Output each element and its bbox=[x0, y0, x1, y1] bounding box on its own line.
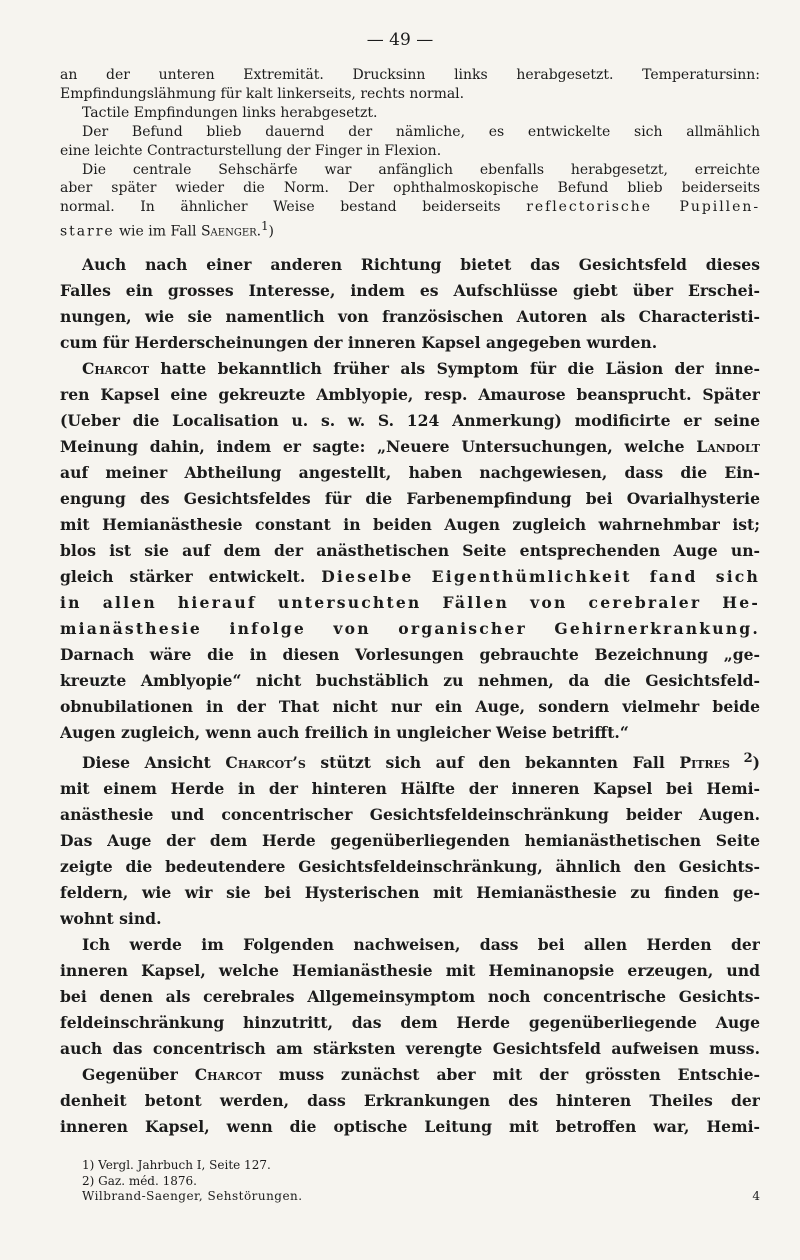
text-line: Ich werde im Folgenden nachweisen, dass bei allen Herden der bbox=[82, 935, 760, 955]
text-line: zeigte die bedeutendere Gesichtsfeldeinschränkung, ähnlich den Gesichts- bbox=[60, 857, 760, 877]
text-line: gleich stärker entwickelt. Dieselbe Eigenthümlichkeit fand sich bbox=[60, 567, 760, 586]
text-line: blos ist sie auf dem der anästhetischen Seite entsprechenden Auge un- bbox=[60, 541, 760, 560]
main-text bbox=[60, 252, 760, 1140]
text-line: auf meiner Abtheilung angestellt, haben nachgewiesen, dass die Ein- bbox=[60, 463, 760, 482]
text-line: mianästhesie infolge von organischer Gehirnerkrankung. bbox=[60, 619, 760, 638]
text-line: Die centrale Sehschärfe war anfänglich ebenfalls herabgesetzt, erreichte bbox=[82, 161, 760, 178]
text-line: normal. In ähnlicher Weise bestand beiderseits reflectorische Pupillen- bbox=[60, 199, 760, 216]
footnotes bbox=[60, 1158, 760, 1205]
text-line: feldern, wie wir sie bei Hysterischen mit Hemianästhesie zu finden ge- bbox=[60, 883, 760, 903]
text-line: wohnt sind. bbox=[60, 909, 162, 929]
author-name: Landolt bbox=[696, 437, 760, 456]
text-line: an der unteren Extremität. Drucksinn links herabgesetzt. Temperatursinn: bbox=[60, 67, 760, 83]
text-line: starre wie im Fall Saenger.$^1$) bbox=[60, 219, 274, 240]
text-line: (Ueber die Localisation u. s. w. S. 124 Anmerkung) modificirte er seine bbox=[60, 411, 760, 430]
text-line: Augen zugleich, wenn auch freilich in ungleicher Weise betrifft.“ bbox=[60, 723, 629, 742]
page-number: — 49 — bbox=[366, 30, 434, 50]
spaced-emphasis: starre bbox=[60, 223, 115, 240]
footnote: 1) Vergl. Jahrbuch I, Seite 127. bbox=[82, 1158, 271, 1172]
text-line: Tactile Empfindungen links herabgesetzt. bbox=[82, 104, 378, 121]
text-line: auch das concentrisch am stärksten verengte Gesichtsfeld aufweisen muss. bbox=[60, 1039, 760, 1059]
signature-line bbox=[60, 1189, 760, 1205]
sheet-number: 4 bbox=[752, 1189, 760, 1203]
text-line: cum für Herderscheinungen der inneren Kapsel angegeben wurden. bbox=[60, 333, 658, 352]
text-line: Auch nach einer anderen Richtung bietet das Gesichtsfeld dieses bbox=[82, 255, 760, 274]
text-line: Empfindungslähmung für kalt linkerseits, rechts normal. bbox=[60, 85, 465, 102]
text-line: inneren Kapsel, welche Hemianästhesie mit Heminanopsie erzeugen, und bbox=[60, 961, 760, 981]
author-name: Pitres bbox=[679, 753, 730, 773]
text-line: Darnach wäre die in diesen Vorlesungen gebrauchte Bezeichnung „ge- bbox=[60, 645, 760, 664]
author-name: Charcot bbox=[82, 359, 150, 378]
text-line: Das Auge der dem Herde gegenüberliegenden hemianästhetischen Seite bbox=[60, 831, 760, 851]
text-line: Charcot hatte bekanntlich früher als Symptom für die Läsion der inne- bbox=[82, 359, 760, 378]
text-line: feldeinschränkung hinzutritt, das dem Herde gegenüberliegende Auge bbox=[60, 1013, 760, 1033]
spaced-emphasis: reflectorische Pupillen- bbox=[526, 199, 760, 216]
spaced-emphasis: Dieselbe Eigenthümlichkeit fand sich bbox=[321, 567, 760, 586]
text-line: anästhesie und concentrischer Gesichtsfeldeinschränkung beider Augen. bbox=[60, 805, 760, 825]
footnote: 2) Gaz. méd. 1876. bbox=[82, 1173, 197, 1188]
text-line: engung des Gesichtsfeldes für die Farbenempfindung bei Ovarialhysterie bbox=[60, 489, 760, 508]
text-line: mit Hemianästhesie constant in beiden Augen zugleich wahrnehmbar ist; bbox=[60, 515, 760, 534]
text-line: denheit betont werden, dass Erkrankungen des hinteren Theiles der bbox=[60, 1091, 760, 1111]
footnote-ref: 2 bbox=[729, 751, 753, 766]
text-line: eine leichte Contracturstellung der Finger in Flexion. bbox=[60, 142, 442, 159]
text-line: aber später wieder die Norm. Der ophthalmoskopische Befund blieb beiderseits bbox=[60, 180, 760, 197]
case-notes bbox=[60, 66, 760, 242]
text-line: in allen hierauf untersuchten Fällen von cerebraler He- bbox=[60, 593, 760, 612]
text-line: mit einem Herde in der hinteren Hälfte der inneren Kapsel bei Hemi- bbox=[60, 779, 760, 799]
text-line: obnubilationen in der That nicht nur ein Auge, sondern vielmehr beide bbox=[60, 697, 760, 716]
text-line: kreuzte Amblyopie“ nicht buchstäblich zu nehmen, da die Gesichtsfeld- bbox=[60, 671, 760, 690]
text-line: Diese Ansicht Charcot’s stützt sich auf den bekannten Fall Pitres $^2$) bbox=[82, 751, 760, 773]
text-line: Der Befund blieb dauernd der nämliche, es entwickelte sich allmählich bbox=[82, 123, 760, 140]
text-line: Meinung dahin, indem er sagte: „Neuere Untersuchungen, welche Landolt bbox=[60, 437, 760, 456]
text-line: ren Kapsel eine gekreuzte Amblyopie, resp. Amaurose beansprucht. Später bbox=[60, 385, 760, 404]
footnote-ref: 1 bbox=[261, 219, 269, 234]
text-line: nungen, wie sie namentlich von französischen Autoren als Characteristi- bbox=[60, 307, 760, 326]
text-line: Gegenüber Charcot muss zunächst aber mit der grössten Entschie- bbox=[82, 1065, 760, 1085]
author-name: Charcot bbox=[194, 1065, 262, 1085]
author-name: Saenger. bbox=[200, 223, 262, 240]
text-line: inneren Kapsel, wenn die optische Leitung mit betroffen war, Hemi- bbox=[60, 1117, 760, 1137]
sheet-signature: Wilbrand-Saenger, Sehstörungen. bbox=[82, 1189, 303, 1203]
text-line: bei denen als cerebrales Allgemeinsymptom noch concentrische Gesichts- bbox=[60, 987, 760, 1007]
text-line: Falles ein grosses Interesse, indem es Aufschlüsse giebt über Erschei- bbox=[60, 281, 760, 300]
author-name: Charcot’s bbox=[225, 753, 306, 773]
